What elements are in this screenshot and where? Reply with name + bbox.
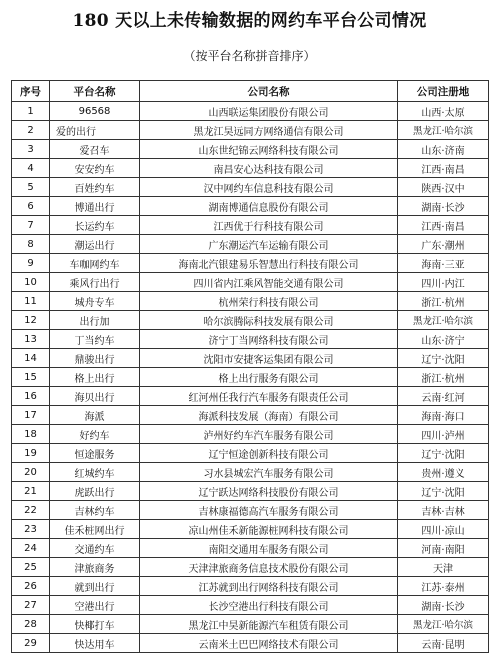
- cell-platform-name: 就到出行: [50, 577, 140, 596]
- cell-index: 14: [12, 349, 50, 368]
- table-header-row: [12, 81, 489, 102]
- cell-index: 1: [12, 102, 50, 121]
- table-row: [12, 102, 489, 121]
- table-row: [12, 387, 489, 406]
- cell-index: 8: [12, 235, 50, 254]
- cell-index: 16: [12, 387, 50, 406]
- cell-registration: 贵州·遵义: [398, 463, 489, 482]
- cell-platform-name: 好约车: [50, 425, 140, 444]
- header-platform-name: 平台名称: [50, 81, 140, 102]
- cell-platform-name: 吉林约车: [50, 501, 140, 520]
- cell-registration: 辽宁·沈阳: [398, 444, 489, 463]
- cell-company-name: 云南米土巴巴网络技术有限公司: [140, 634, 398, 653]
- cell-registration: 四川·凉山: [398, 520, 489, 539]
- header-company-name: 公司名称: [140, 81, 398, 102]
- cell-registration: 江西·南昌: [398, 159, 489, 178]
- cell-index: 20: [12, 463, 50, 482]
- cell-platform-name: 出行加: [50, 311, 140, 330]
- cell-registration: 山东·济南: [398, 140, 489, 159]
- cell-platform-name: 格上出行: [50, 368, 140, 387]
- cell-registration: 广东·潮州: [398, 235, 489, 254]
- cell-index: 15: [12, 368, 50, 387]
- table-row: [12, 311, 489, 330]
- table-row: [12, 121, 489, 140]
- cell-platform-name: 爱召车: [50, 140, 140, 159]
- cell-index: 25: [12, 558, 50, 577]
- cell-platform-name: 车咖网约车: [50, 254, 140, 273]
- cell-platform-name: 潮运出行: [50, 235, 140, 254]
- cell-company-name: 山东世纪锦云网络科技有限公司: [140, 140, 398, 159]
- cell-company-name: 海派科技发展（海南）有限公司: [140, 406, 398, 425]
- document-title: 180 天以上未传输数据的网约车平台公司情况: [72, 11, 427, 31]
- cell-index: 7: [12, 216, 50, 235]
- table-row: [12, 425, 489, 444]
- cell-registration: 山西·太原: [398, 102, 489, 121]
- table-row: [12, 178, 489, 197]
- cell-company-name: 四川省内江乘风智能交通有限公司: [140, 273, 398, 292]
- table-body: [12, 102, 489, 653]
- cell-platform-name: 爱的出行: [50, 121, 140, 140]
- cell-platform-name: 96568: [50, 102, 140, 121]
- cell-registration: 天津: [398, 558, 489, 577]
- table-row: [12, 520, 489, 539]
- cell-registration: 河南·南阳: [398, 539, 489, 558]
- table-row: [12, 596, 489, 615]
- table-row: [12, 254, 489, 273]
- cell-registration: 海南·三亚: [398, 254, 489, 273]
- cell-platform-name: 海贝出行: [50, 387, 140, 406]
- table-row: [12, 577, 489, 596]
- cell-index: 9: [12, 254, 50, 273]
- cell-index: 11: [12, 292, 50, 311]
- cell-platform-name: 百姓约车: [50, 178, 140, 197]
- cell-platform-name: 海派: [50, 406, 140, 425]
- cell-company-name: 广东潮运汽车运输有限公司: [140, 235, 398, 254]
- cell-registration: 黑龙江·哈尔滨: [398, 311, 489, 330]
- cell-index: 3: [12, 140, 50, 159]
- cell-registration: 浙江·杭州: [398, 292, 489, 311]
- cell-company-name: 哈尔滨腾际科技发展有限公司: [140, 311, 398, 330]
- cell-index: 22: [12, 501, 50, 520]
- cell-registration: 云南·红河: [398, 387, 489, 406]
- table-row: [12, 463, 489, 482]
- cell-index: 18: [12, 425, 50, 444]
- header-index: 序号: [12, 81, 50, 102]
- cell-platform-name: 虎跃出行: [50, 482, 140, 501]
- cell-company-name: 湖南博通信息股份有限公司: [140, 197, 398, 216]
- cell-company-name: 杭州荣行科技有限公司: [140, 292, 398, 311]
- cell-company-name: 吉林康福德高汽车服务有限公司: [140, 501, 398, 520]
- cell-company-name: 江苏就到出行网络科技有限公司: [140, 577, 398, 596]
- cell-registration: 浙江·杭州: [398, 368, 489, 387]
- cell-registration: 江苏·泰州: [398, 577, 489, 596]
- header-registration: 公司注册地: [398, 81, 489, 102]
- cell-company-name: 沈阳市安捷客运集团有限公司: [140, 349, 398, 368]
- table-row: [12, 406, 489, 425]
- cell-platform-name: 佳禾桩网出行: [50, 520, 140, 539]
- cell-platform-name: 快达用车: [50, 634, 140, 653]
- cell-index: 27: [12, 596, 50, 615]
- cell-index: 6: [12, 197, 50, 216]
- cell-company-name: 习水县城宏汽车服务有限公司: [140, 463, 398, 482]
- cell-index: 10: [12, 273, 50, 292]
- cell-company-name: 辽宁跃达网络科技股份有限公司: [140, 482, 398, 501]
- cell-company-name: 红河州任我行汽车服务有限责任公司: [140, 387, 398, 406]
- cell-platform-name: 交通约车: [50, 539, 140, 558]
- cell-index: 17: [12, 406, 50, 425]
- cell-index: 29: [12, 634, 50, 653]
- cell-company-name: 凉山州佳禾新能源桩网科技有限公司: [140, 520, 398, 539]
- cell-company-name: 黑龙江昊远同方网络通信有限公司: [140, 121, 398, 140]
- cell-company-name: 山西联运集团股份有限公司: [140, 102, 398, 121]
- cell-registration: 黑龙江·哈尔滨: [398, 121, 489, 140]
- cell-index: 21: [12, 482, 50, 501]
- cell-company-name: 黑龙江中昊新能源汽车租赁有限公司: [140, 615, 398, 634]
- table-row: [12, 235, 489, 254]
- cell-registration: 江西·南昌: [398, 216, 489, 235]
- cell-company-name: 南阳交通用车服务有限公司: [140, 539, 398, 558]
- table-row: [12, 558, 489, 577]
- table-row: [12, 140, 489, 159]
- cell-platform-name: 津旅商务: [50, 558, 140, 577]
- cell-platform-name: 空港出行: [50, 596, 140, 615]
- cell-platform-name: 恒途服务: [50, 444, 140, 463]
- table-row: [12, 349, 489, 368]
- cell-platform-name: 博通出行: [50, 197, 140, 216]
- document-subtitle: （按平台名称拼音排序）: [183, 49, 316, 63]
- cell-index: 23: [12, 520, 50, 539]
- table-row: [12, 368, 489, 387]
- platform-table: [11, 80, 489, 653]
- table-row: [12, 482, 489, 501]
- cell-platform-name: 长运约车: [50, 216, 140, 235]
- cell-registration: 湖南·长沙: [398, 596, 489, 615]
- cell-platform-name: 乘风行出行: [50, 273, 140, 292]
- cell-company-name: 江西优于行科技有限公司: [140, 216, 398, 235]
- cell-registration: 四川·内江: [398, 273, 489, 292]
- cell-platform-name: 快椰打车: [50, 615, 140, 634]
- cell-registration: 湖南·长沙: [398, 197, 489, 216]
- table-row: [12, 159, 489, 178]
- cell-company-name: 格上出行服务有限公司: [140, 368, 398, 387]
- cell-index: 28: [12, 615, 50, 634]
- table-row: [12, 501, 489, 520]
- cell-registration: 辽宁·沈阳: [398, 482, 489, 501]
- cell-index: 4: [12, 159, 50, 178]
- cell-registration: 黑龙江·哈尔滨: [398, 615, 489, 634]
- cell-registration: 辽宁·沈阳: [398, 349, 489, 368]
- cell-platform-name: 城舟专车: [50, 292, 140, 311]
- cell-platform-name: 安安约车: [50, 159, 140, 178]
- cell-company-name: 天津津旅商务信息技术股份有限公司: [140, 558, 398, 577]
- table-row: [12, 273, 489, 292]
- cell-company-name: 汉中网约车信息科技有限公司: [140, 178, 398, 197]
- table-row: [12, 444, 489, 463]
- cell-index: 19: [12, 444, 50, 463]
- cell-index: 12: [12, 311, 50, 330]
- table-row: [12, 292, 489, 311]
- cell-platform-name: 鼎骏出行: [50, 349, 140, 368]
- cell-registration: 四川·泸州: [398, 425, 489, 444]
- cell-registration: 吉林·吉林: [398, 501, 489, 520]
- cell-registration: 云南·昆明: [398, 634, 489, 653]
- cell-registration: 山东·济宁: [398, 330, 489, 349]
- cell-registration: 海南·海口: [398, 406, 489, 425]
- cell-company-name: 海南北汽银建易乐智慧出行科技有限公司: [140, 254, 398, 273]
- table-row: [12, 216, 489, 235]
- cell-company-name: 南昌安心达科技有限公司: [140, 159, 398, 178]
- cell-company-name: 辽宁恒途创新科技有限公司: [140, 444, 398, 463]
- table-row: [12, 634, 489, 653]
- cell-index: 2: [12, 121, 50, 140]
- cell-company-name: 济宁丁当网络科技有限公司: [140, 330, 398, 349]
- cell-index: 5: [12, 178, 50, 197]
- cell-platform-name: 红城约车: [50, 463, 140, 482]
- cell-company-name: 长沙空港出行科技有限公司: [140, 596, 398, 615]
- cell-registration: 陕西·汉中: [398, 178, 489, 197]
- table-row: [12, 615, 489, 634]
- table-row: [12, 330, 489, 349]
- cell-company-name: 泸州好约车汽车服务有限公司: [140, 425, 398, 444]
- cell-index: 13: [12, 330, 50, 349]
- cell-index: 26: [12, 577, 50, 596]
- table-row: [12, 539, 489, 558]
- table-row: [12, 197, 489, 216]
- cell-index: 24: [12, 539, 50, 558]
- cell-platform-name: 丁当约车: [50, 330, 140, 349]
